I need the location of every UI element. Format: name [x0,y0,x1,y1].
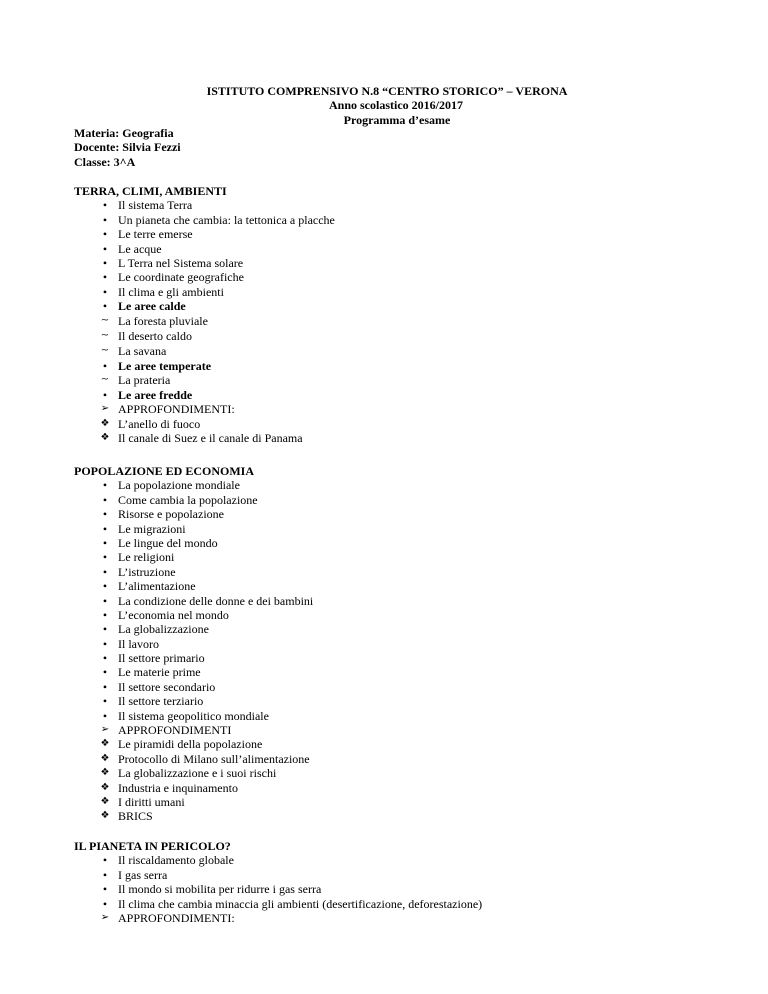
list-item-text: Le aree temperate [118,358,212,373]
list-item [74,227,734,241]
bullet-marker-icon: • [102,622,108,637]
bullet-marker-icon: • [102,665,108,680]
bullet-marker-icon: • [102,579,108,594]
list-item-text: Il clima e gli ambienti [118,284,224,299]
bullet-marker-icon: • [102,299,108,314]
bullet-marker-icon: • [102,270,108,285]
list-item-text: I gas serra [118,867,168,882]
list-item [74,536,734,550]
list-item-text: Risorse e popolazione [118,507,224,522]
list-item [74,285,734,299]
course-info [74,126,181,169]
list-item [74,388,734,402]
topic-list [74,478,734,823]
list-item [74,897,734,911]
list-item-text: Le coordinate geografiche [118,270,244,285]
bullet-marker-icon: • [102,387,108,402]
list-item [74,594,734,608]
list-item-text: La globalizzazione e i suoi rischi [118,766,277,781]
class-line: Classe: 3^A [74,154,136,169]
list-item [74,694,734,708]
section-title: TERRA, CLIMI, AMBIENTI [74,184,227,198]
bullet-marker-icon: • [102,492,108,507]
list-item-text: Il settore terziario [118,694,204,709]
list-item-text: L’alimentazione [118,579,196,594]
tilde-marker-icon: ~ [100,329,110,341]
section-title: POPOLAZIONE ED ECONOMIA [74,464,255,478]
list-item-text: APPROFONDIMENTI: [118,402,235,417]
list-item [74,550,734,564]
tilde-marker-icon: ~ [100,314,110,326]
school-name: ISTITUTO COMPRENSIVO N.8 “CENTRO STORICO” – VERONA [206,84,568,98]
bullet-marker-icon: • [102,867,108,882]
arrow-marker-icon: ➢ [100,403,110,415]
tilde-marker-icon: ~ [100,373,110,385]
list-item-text: Il sistema Terra [118,198,193,213]
list-item [74,402,734,416]
list-item-text: Le lingue del mondo [118,535,218,550]
list-item [74,868,734,882]
tilde-marker-icon: ~ [100,344,110,356]
bullet-marker-icon: • [102,694,108,709]
list-item-text: Come cambia la popolazione [118,492,258,507]
bullet-marker-icon: • [102,593,108,608]
arrow-marker-icon: ➢ [100,724,110,736]
diamond-marker-icon: ❖ [100,432,110,444]
bullet-marker-icon: • [102,227,108,242]
bullet-marker-icon: • [102,478,108,493]
list-item-text: Le materie prime [118,665,201,680]
list-item [74,478,734,492]
list-item-text: Il settore primario [118,651,205,666]
list-item [74,213,734,227]
diamond-marker-icon: ❖ [100,795,110,807]
list-item-text: Il riscaldamento globale [118,853,234,868]
bullet-marker-icon: • [102,241,108,256]
list-item [74,522,734,536]
list-item [74,709,734,723]
list-item [74,853,734,867]
bullet-marker-icon: • [102,521,108,536]
list-item [74,781,734,795]
list-item-text: L Terra nel Sistema solare [118,255,244,270]
diamond-marker-icon: ❖ [100,767,110,779]
list-item [74,299,734,313]
list-item [74,795,734,809]
bullet-marker-icon: • [102,284,108,299]
list-item [74,622,734,636]
list-item-text: Le aree fredde [118,387,193,402]
topic-list [74,198,734,445]
list-item-text: L’anello di fuoco [118,416,201,431]
section-title: IL PIANETA IN PERICOLO? [74,839,231,853]
bullet-marker-icon: • [102,651,108,666]
list-item-text: Protocollo di Milano sull’alimentazione [118,751,310,766]
bullet-marker-icon: • [102,535,108,550]
bullet-marker-icon: • [102,708,108,723]
list-item-text: Il settore secondario [118,679,216,694]
list-item-text: I diritti umani [118,794,185,809]
bullet-marker-icon: • [102,882,108,897]
list-item [74,752,734,766]
section-terra-climi-ambienti [74,184,734,445]
list-item [74,680,734,694]
list-item [74,329,734,344]
list-item-text: Le religioni [118,550,175,565]
list-item [74,344,734,359]
bullet-marker-icon: • [102,896,108,911]
diamond-marker-icon: ❖ [100,752,110,764]
list-item [74,737,734,751]
bullet-marker-icon: • [102,212,108,227]
list-item [74,723,734,737]
diamond-marker-icon: ❖ [100,781,110,793]
section-pianeta-in-pericolo [74,839,734,925]
list-item [74,431,734,445]
list-item [74,242,734,256]
list-item-text: Le piramidi della popolazione [118,737,263,752]
list-item-text: La condizione delle donne e dei bambini [118,593,314,608]
list-item [74,809,734,823]
list-item-text: APPROFONDIMENTI [118,723,232,738]
school-year: Anno scolastico 2016/2017 [328,98,463,113]
diamond-marker-icon: ❖ [100,417,110,429]
list-item-text: Il clima che cambia minaccia gli ambienti (desertificazione, deforestazione) [118,896,483,911]
list-item [74,270,734,284]
list-item [74,579,734,593]
topic-list [74,853,734,925]
list-item-text: Il canale di Suez e il canale di Panama [118,431,303,446]
teacher-line: Docente: Silvia Fezzi [74,140,181,155]
bullet-marker-icon: • [102,507,108,522]
list-item-text: APPROFONDIMENTI: [118,910,235,925]
bullet-marker-icon: • [102,853,108,868]
list-item [74,911,734,925]
list-item [74,493,734,507]
list-item [74,198,734,212]
list-item-text: Le migrazioni [118,521,186,536]
list-item-text: La popolazione mondiale [118,478,240,493]
bullet-marker-icon: • [102,198,108,213]
list-item-text: Le terre emerse [118,227,193,242]
list-item-text: La globalizzazione [118,622,209,637]
list-item [74,608,734,622]
list-item-text: Il mondo si mobilita per ridurre i gas serra [118,882,322,897]
list-item [74,417,734,431]
list-item [74,565,734,579]
list-item-text: Il sistema geopolitico mondiale [118,708,269,723]
list-item [74,637,734,651]
arrow-marker-icon: ➢ [100,911,110,923]
list-item-text: La foresta pluviale [118,313,208,328]
list-item [74,256,734,270]
list-item-text: Il lavoro [118,636,159,651]
list-item [74,665,734,679]
list-item [74,373,734,388]
bullet-marker-icon: • [102,255,108,270]
diamond-marker-icon: ❖ [100,738,110,750]
list-item [74,766,734,780]
exam-program-title: Programma d’esame [343,112,451,127]
list-item-text: L’economia nel mondo [118,607,229,622]
bullet-marker-icon: • [102,636,108,651]
diamond-marker-icon: ❖ [100,810,110,822]
list-item-text: Un pianeta che cambia: la tettonica a placche [118,212,335,227]
bullet-marker-icon: • [102,550,108,565]
list-item-text: La prateria [118,372,171,387]
list-item-text: BRICS [118,809,153,824]
list-item-text: L’istruzione [118,564,176,579]
list-item [74,651,734,665]
list-item [74,314,734,329]
document-header [0,84,768,127]
list-item-text: Le acque [118,241,162,256]
subject-line: Materia: Geografia [74,126,174,140]
section-popolazione-economia [74,464,734,824]
list-item-text: Industria e inquinamento [118,780,238,795]
bullet-marker-icon: • [102,607,108,622]
list-item [74,507,734,521]
bullet-marker-icon: • [102,358,108,373]
list-item [74,359,734,373]
bullet-marker-icon: • [102,564,108,579]
list-item-text: La savana [118,343,167,358]
list-item-text: Il deserto caldo [118,328,192,343]
bullet-marker-icon: • [102,679,108,694]
list-item [74,882,734,896]
list-item-text: Le aree calde [118,299,186,314]
